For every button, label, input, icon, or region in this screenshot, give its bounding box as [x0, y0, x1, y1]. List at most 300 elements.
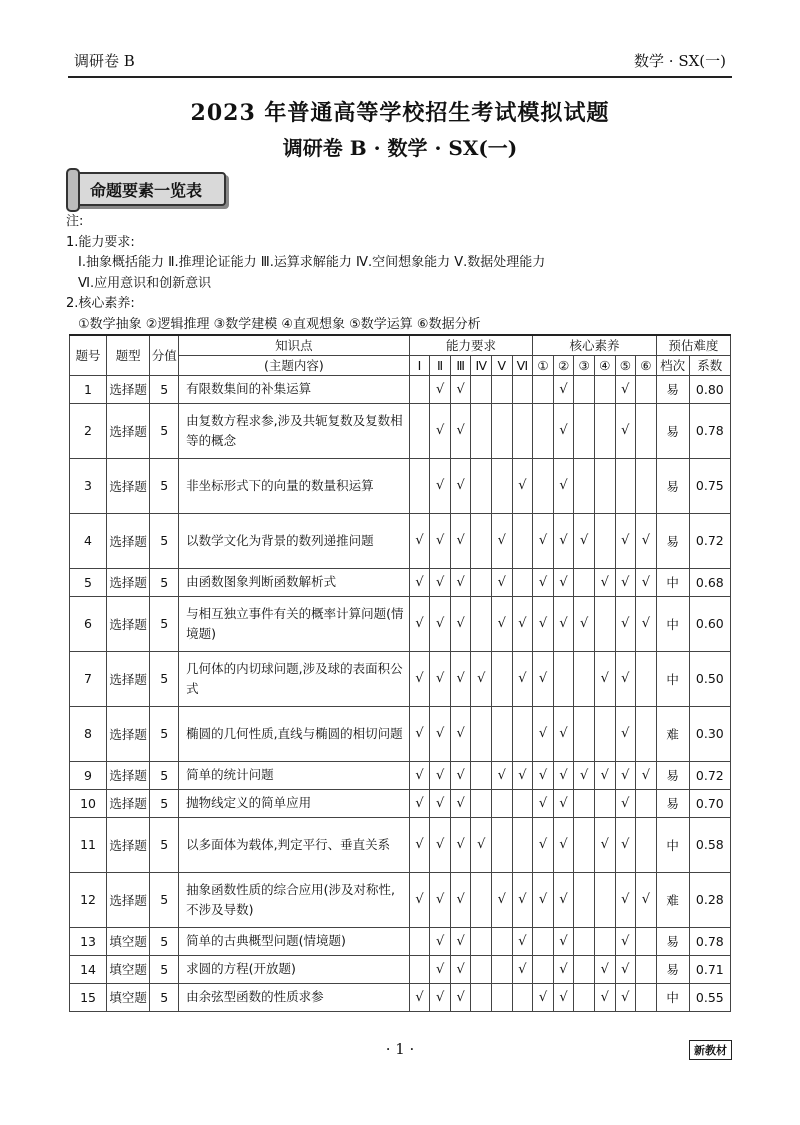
core-check-cell [574, 458, 595, 513]
question-topic: 以数学文化为背景的数列递推问题 [179, 513, 410, 568]
question-number: 7 [70, 651, 107, 706]
ability-check-cell [512, 983, 533, 1011]
core-check-cell: √ [553, 706, 574, 761]
core-check-cell: √ [533, 761, 554, 789]
question-number: 15 [70, 983, 107, 1011]
ability-check-cell [512, 375, 533, 403]
ability-check-cell [512, 817, 533, 872]
core-check-cell: √ [594, 761, 615, 789]
ability-check-cell [409, 927, 430, 955]
ability-col: Ⅱ [430, 355, 451, 375]
core-check-cell: √ [594, 955, 615, 983]
ability-check-cell: √ [450, 375, 471, 403]
core-col: ② [553, 355, 574, 375]
question-type: 选择题 [107, 458, 150, 513]
core-check-cell: √ [636, 568, 657, 596]
core-check-cell: √ [594, 983, 615, 1011]
difficulty-coef: 0.72 [689, 513, 730, 568]
table-body [70, 375, 731, 1011]
difficulty-coef: 0.60 [689, 596, 730, 651]
ability-check-cell: √ [512, 651, 533, 706]
core-check-cell: √ [533, 789, 554, 817]
core-check-cell: √ [553, 596, 574, 651]
difficulty-coef: 0.80 [689, 375, 730, 403]
core-check-cell: √ [615, 375, 636, 403]
question-topic: 与相互独立事件有关的概率计算问题(情境题) [179, 596, 410, 651]
core-line: ①数学抽象 ②逻辑推理 ③数学建模 ④直观想象 ⑤数学运算 ⑥数据分析 [78, 316, 481, 332]
header-score: 分值 [150, 335, 179, 375]
difficulty-level: 易 [656, 458, 689, 513]
core-check-cell: √ [533, 651, 554, 706]
core-check-cell [636, 458, 657, 513]
ability-check-cell [492, 706, 513, 761]
question-type: 选择题 [107, 789, 150, 817]
ability-check-cell [512, 706, 533, 761]
question-number: 12 [70, 872, 107, 927]
page-title: 2023 年普通高等学校招生考试模拟试题 [190, 100, 610, 126]
question-topic: 求圆的方程(开放题) [179, 955, 410, 983]
difficulty-level: 难 [656, 706, 689, 761]
question-number: 6 [70, 596, 107, 651]
ability-check-cell [471, 983, 492, 1011]
core-check-cell [533, 403, 554, 458]
core-check-cell [574, 789, 595, 817]
ability-check-cell [409, 375, 430, 403]
ability-check-cell [471, 458, 492, 513]
ability-check-cell [492, 817, 513, 872]
core-col: ⑥ [636, 355, 657, 375]
core-check-cell: √ [553, 872, 574, 927]
ability-check-cell: √ [409, 651, 430, 706]
note-label: 注: [66, 214, 84, 229]
header-difficulty: 预估难度 [656, 335, 730, 355]
difficulty-level: 中 [656, 817, 689, 872]
core-check-cell [636, 983, 657, 1011]
question-topic: 抛物线定义的简单应用 [179, 789, 410, 817]
core-check-cell: √ [636, 761, 657, 789]
ability-check-cell: √ [450, 789, 471, 817]
core-check-cell: √ [574, 761, 595, 789]
core-check-cell: √ [636, 513, 657, 568]
ability-check-cell: √ [430, 513, 451, 568]
core-check-cell [574, 375, 595, 403]
core-check-cell [636, 927, 657, 955]
ability-check-cell [409, 458, 430, 513]
difficulty-level: 易 [656, 927, 689, 955]
question-type: 填空题 [107, 955, 150, 983]
table-row [70, 651, 731, 706]
ability-check-cell [471, 403, 492, 458]
ability-label: 1.能力要求: [66, 234, 135, 250]
core-check-cell: √ [553, 761, 574, 789]
ability-check-cell: √ [512, 872, 533, 927]
ability-check-cell [512, 789, 533, 817]
question-topic: 椭圆的几何性质,直线与椭圆的相切问题 [179, 706, 410, 761]
core-check-cell [594, 706, 615, 761]
difficulty-coef: 0.30 [689, 706, 730, 761]
section-banner [66, 172, 226, 206]
ability-line-2: Ⅵ.应用意识和创新意识 [78, 275, 212, 291]
core-check-cell: √ [533, 568, 554, 596]
question-topic: 简单的古典概型问题(情境题) [179, 927, 410, 955]
core-check-cell [594, 596, 615, 651]
scroll-curl-icon [66, 168, 80, 212]
core-check-cell [636, 651, 657, 706]
question-score: 5 [150, 458, 179, 513]
ability-check-cell: √ [409, 513, 430, 568]
core-check-cell: √ [636, 596, 657, 651]
core-check-cell [594, 927, 615, 955]
question-type: 选择题 [107, 817, 150, 872]
difficulty-coef: 0.78 [689, 403, 730, 458]
difficulty-coef: 0.78 [689, 927, 730, 955]
ability-check-cell: √ [430, 568, 451, 596]
question-number: 14 [70, 955, 107, 983]
ability-line-1: Ⅰ.抽象概括能力 Ⅱ.推理论证能力 Ⅲ.运算求解能力 Ⅳ.空间想象能力 Ⅴ.数据处理能力 [78, 255, 546, 270]
core-check-cell: √ [594, 568, 615, 596]
question-score: 5 [150, 872, 179, 927]
core-check-cell: √ [594, 817, 615, 872]
ability-check-cell [512, 513, 533, 568]
difficulty-coef: 0.68 [689, 568, 730, 596]
difficulty-level: 易 [656, 375, 689, 403]
ability-check-cell: √ [430, 596, 451, 651]
core-check-cell: √ [574, 513, 595, 568]
question-type: 选择题 [107, 872, 150, 927]
question-type: 选择题 [107, 375, 150, 403]
ability-check-cell: √ [450, 403, 471, 458]
core-check-cell: √ [636, 872, 657, 927]
core-check-cell: √ [615, 761, 636, 789]
core-check-cell: √ [553, 568, 574, 596]
question-score: 5 [150, 596, 179, 651]
question-number: 2 [70, 403, 107, 458]
ability-check-cell: √ [492, 761, 513, 789]
header-core: 核心素养 [533, 335, 656, 355]
ability-check-cell: √ [471, 651, 492, 706]
table-row [70, 872, 731, 927]
question-number: 5 [70, 568, 107, 596]
core-check-cell [636, 817, 657, 872]
difficulty-coef: 0.72 [689, 761, 730, 789]
question-topic: 几何体的内切球问题,涉及球的表面积公式 [179, 651, 410, 706]
ability-check-cell [471, 375, 492, 403]
ability-check-cell: √ [450, 568, 471, 596]
question-topic: 有限数集间的补集运算 [179, 375, 410, 403]
core-col: ③ [574, 355, 595, 375]
ability-check-cell: √ [512, 927, 533, 955]
header-topic: 知识点 [179, 335, 410, 355]
ability-check-cell [492, 403, 513, 458]
difficulty-coef: 0.70 [689, 789, 730, 817]
ability-check-cell [492, 458, 513, 513]
question-score: 5 [150, 927, 179, 955]
ability-check-cell: √ [430, 789, 451, 817]
ability-check-cell: √ [430, 761, 451, 789]
question-score: 5 [150, 568, 179, 596]
core-check-cell: √ [553, 375, 574, 403]
question-topic: 非坐标形式下的向量的数量积运算 [179, 458, 410, 513]
question-topic: 由函数图象判断函数解析式 [179, 568, 410, 596]
ability-check-cell: √ [450, 706, 471, 761]
core-check-cell: √ [615, 706, 636, 761]
core-check-cell [574, 872, 595, 927]
ability-check-cell [471, 927, 492, 955]
header-level: 档次 [656, 355, 689, 375]
question-type: 选择题 [107, 651, 150, 706]
table-row [70, 706, 731, 761]
core-check-cell [533, 458, 554, 513]
ability-check-cell: √ [430, 872, 451, 927]
core-check-cell: √ [533, 706, 554, 761]
question-type: 选择题 [107, 761, 150, 789]
header-topic-sub: (主题内容) [179, 355, 410, 375]
ability-check-cell: √ [492, 596, 513, 651]
core-check-cell: √ [615, 983, 636, 1011]
difficulty-level: 易 [656, 761, 689, 789]
core-check-cell: √ [553, 927, 574, 955]
core-check-cell [594, 872, 615, 927]
ability-check-cell: √ [430, 955, 451, 983]
core-check-cell: √ [553, 817, 574, 872]
core-check-cell: √ [594, 651, 615, 706]
core-check-cell [574, 568, 595, 596]
ability-check-cell [471, 513, 492, 568]
core-check-cell [553, 651, 574, 706]
core-check-cell: √ [533, 872, 554, 927]
ability-check-cell: √ [409, 789, 430, 817]
ability-check-cell: √ [450, 761, 471, 789]
question-score: 5 [150, 789, 179, 817]
header-type: 题型 [107, 335, 150, 375]
question-topic: 抽象函数性质的综合应用(涉及对称性,不涉及导数) [179, 872, 410, 927]
core-check-cell: √ [533, 983, 554, 1011]
header-right: 数学 · SX(一) [634, 52, 726, 70]
question-topic: 由复数方程求参,涉及共轭复数及复数相等的概念 [179, 403, 410, 458]
core-check-cell [636, 375, 657, 403]
core-check-cell: √ [553, 458, 574, 513]
ability-check-cell [492, 789, 513, 817]
core-check-cell: √ [553, 513, 574, 568]
question-number: 11 [70, 817, 107, 872]
ability-check-cell [409, 403, 430, 458]
ability-check-cell: √ [409, 872, 430, 927]
difficulty-coef: 0.50 [689, 651, 730, 706]
ability-check-cell: √ [512, 596, 533, 651]
question-type: 填空题 [107, 983, 150, 1011]
question-type: 选择题 [107, 568, 150, 596]
ability-check-cell: √ [450, 817, 471, 872]
ability-check-cell [492, 955, 513, 983]
question-score: 5 [150, 955, 179, 983]
difficulty-level: 中 [656, 651, 689, 706]
core-col: ⑤ [615, 355, 636, 375]
ability-check-cell [471, 596, 492, 651]
core-check-cell [594, 458, 615, 513]
core-check-cell: √ [574, 596, 595, 651]
header-ability: 能力要求 [409, 335, 532, 355]
ability-check-cell [512, 568, 533, 596]
ability-check-cell: √ [409, 817, 430, 872]
table-row [70, 761, 731, 789]
ability-check-cell: √ [512, 761, 533, 789]
ability-check-cell [471, 789, 492, 817]
difficulty-level: 中 [656, 983, 689, 1011]
question-topic: 简单的统计问题 [179, 761, 410, 789]
ability-check-cell: √ [492, 513, 513, 568]
difficulty-coef: 0.58 [689, 817, 730, 872]
question-score: 5 [150, 983, 179, 1011]
difficulty-coef: 0.71 [689, 955, 730, 983]
ability-check-cell: √ [450, 955, 471, 983]
table-row [70, 955, 731, 983]
banner-label: 命题要素一览表 [89, 180, 202, 200]
core-check-cell [533, 375, 554, 403]
ability-check-cell: √ [430, 403, 451, 458]
difficulty-level: 易 [656, 403, 689, 458]
ability-check-cell [492, 983, 513, 1011]
ability-check-cell: √ [409, 596, 430, 651]
core-check-cell [574, 403, 595, 458]
table-row [70, 375, 731, 403]
ability-check-cell: √ [409, 983, 430, 1011]
core-check-cell: √ [533, 596, 554, 651]
question-type: 选择题 [107, 403, 150, 458]
ability-col: Ⅳ [471, 355, 492, 375]
core-check-cell [636, 706, 657, 761]
core-check-cell: √ [553, 789, 574, 817]
ability-check-cell [492, 375, 513, 403]
ability-check-cell [471, 706, 492, 761]
question-score: 5 [150, 817, 179, 872]
requirements-table [69, 334, 731, 1012]
header-left: 调研卷 B [74, 52, 135, 70]
core-check-cell [533, 927, 554, 955]
ability-check-cell [471, 568, 492, 596]
difficulty-level: 易 [656, 955, 689, 983]
ability-col: Ⅲ [450, 355, 471, 375]
ability-check-cell [471, 761, 492, 789]
core-check-cell: √ [615, 513, 636, 568]
ability-check-cell [512, 403, 533, 458]
ability-check-cell [471, 872, 492, 927]
core-check-cell [574, 817, 595, 872]
ability-check-cell: √ [409, 706, 430, 761]
question-score: 5 [150, 706, 179, 761]
ability-check-cell: √ [492, 872, 513, 927]
difficulty-level: 难 [656, 872, 689, 927]
table-row [70, 983, 731, 1011]
question-score: 5 [150, 513, 179, 568]
ability-check-cell [409, 955, 430, 983]
table-row [70, 789, 731, 817]
question-number: 9 [70, 761, 107, 789]
table-row [70, 513, 731, 568]
question-type: 填空题 [107, 927, 150, 955]
ability-col: Ⅰ [409, 355, 430, 375]
ability-check-cell: √ [450, 596, 471, 651]
ability-check-cell: √ [492, 568, 513, 596]
table-row [70, 458, 731, 513]
difficulty-coef: 0.75 [689, 458, 730, 513]
core-check-cell: √ [533, 513, 554, 568]
core-check-cell [594, 513, 615, 568]
ability-check-cell: √ [430, 983, 451, 1011]
core-check-cell: √ [615, 596, 636, 651]
page-subtitle: 调研卷 B · 数学 · SX(一) [282, 136, 518, 160]
ability-check-cell: √ [409, 761, 430, 789]
ability-check-cell: √ [430, 706, 451, 761]
question-score: 5 [150, 375, 179, 403]
ability-check-cell [471, 955, 492, 983]
ability-check-cell: √ [450, 983, 471, 1011]
table-row [70, 403, 731, 458]
core-col: ④ [594, 355, 615, 375]
ability-check-cell: √ [471, 817, 492, 872]
core-check-cell [574, 983, 595, 1011]
question-type: 选择题 [107, 706, 150, 761]
core-check-cell [594, 403, 615, 458]
core-check-cell: √ [553, 403, 574, 458]
ability-check-cell: √ [450, 872, 471, 927]
core-check-cell [615, 458, 636, 513]
core-check-cell: √ [553, 983, 574, 1011]
ability-check-cell: √ [430, 927, 451, 955]
ability-col: Ⅴ [492, 355, 513, 375]
ability-check-cell: √ [450, 458, 471, 513]
difficulty-coef: 0.55 [689, 983, 730, 1011]
core-check-cell: √ [553, 955, 574, 983]
question-topic: 以多面体为载体,判定平行、垂直关系 [179, 817, 410, 872]
ability-col: Ⅵ [512, 355, 533, 375]
header-coef: 系数 [689, 355, 730, 375]
ability-check-cell: √ [450, 651, 471, 706]
header-divider [68, 76, 732, 78]
ability-check-cell: √ [450, 927, 471, 955]
question-score: 5 [150, 651, 179, 706]
edition-badge: 新教材 [689, 1040, 732, 1060]
core-check-cell: √ [615, 927, 636, 955]
difficulty-level: 中 [656, 568, 689, 596]
core-check-cell: √ [615, 817, 636, 872]
table-row [70, 927, 731, 955]
question-type: 选择题 [107, 513, 150, 568]
core-check-cell: √ [615, 872, 636, 927]
question-number: 4 [70, 513, 107, 568]
core-check-cell [574, 955, 595, 983]
difficulty-level: 中 [656, 596, 689, 651]
core-check-cell [574, 927, 595, 955]
core-check-cell [636, 955, 657, 983]
core-check-cell [533, 955, 554, 983]
ability-check-cell: √ [430, 375, 451, 403]
core-check-cell [636, 403, 657, 458]
core-check-cell: √ [615, 955, 636, 983]
ability-check-cell: √ [450, 513, 471, 568]
table-row [70, 817, 731, 872]
core-check-cell: √ [615, 568, 636, 596]
core-check-cell [594, 375, 615, 403]
core-label: 2.核心素养: [66, 296, 135, 311]
table-row [70, 568, 731, 596]
page-number: · 1 · [385, 1040, 415, 1058]
ability-check-cell: √ [512, 458, 533, 513]
question-number: 1 [70, 375, 107, 403]
table-row [70, 596, 731, 651]
question-number: 13 [70, 927, 107, 955]
question-score: 5 [150, 761, 179, 789]
notes-block [66, 212, 545, 335]
